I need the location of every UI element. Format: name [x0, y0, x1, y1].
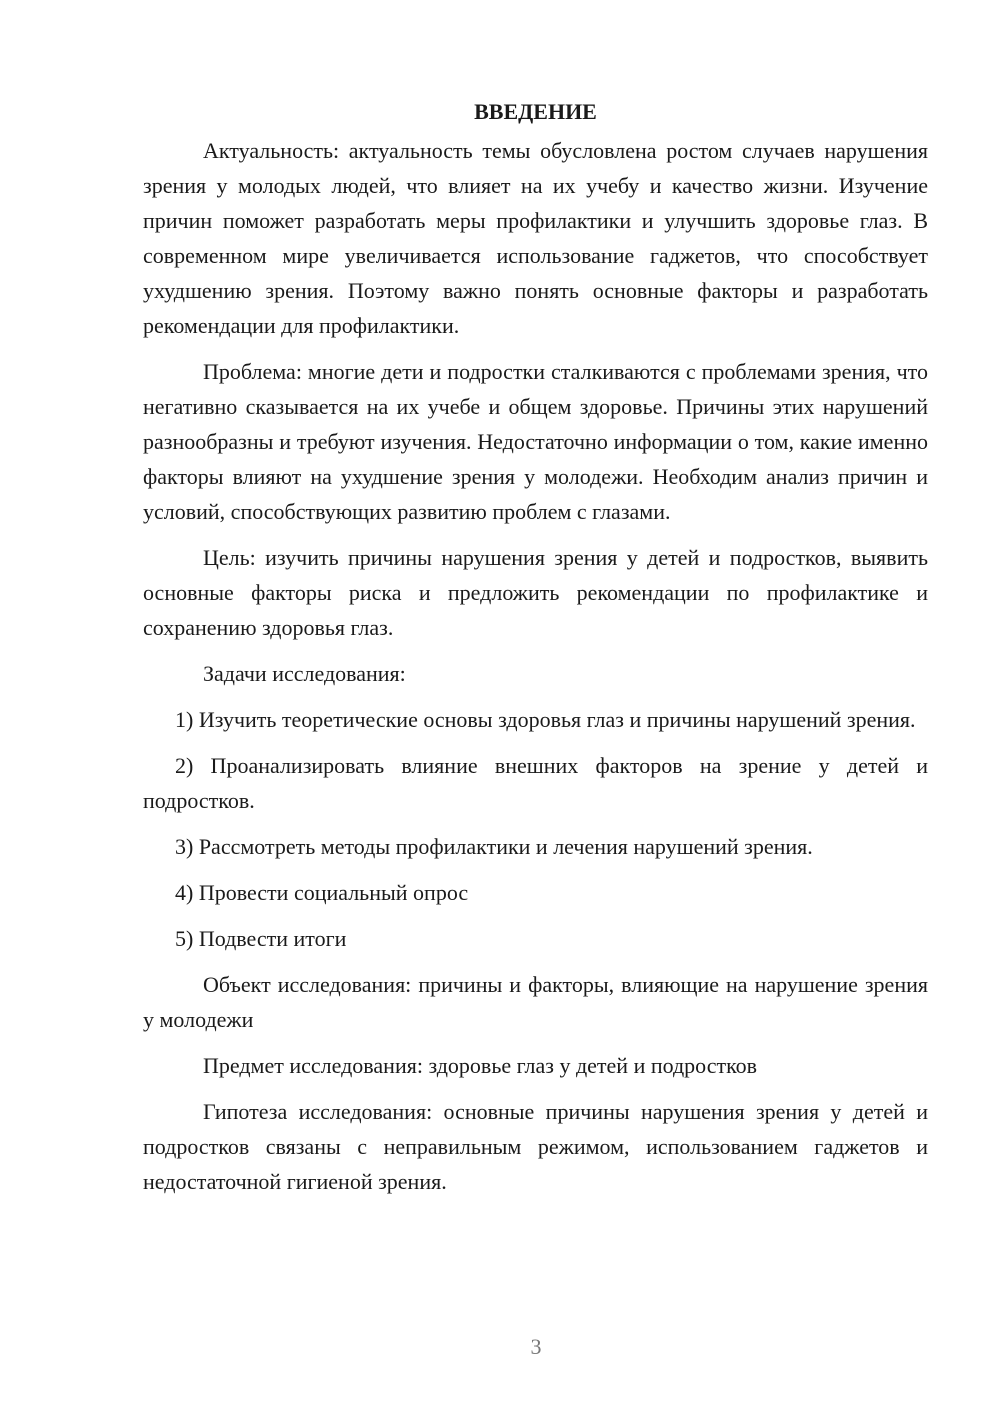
- hypothesis-paragraph: Гипотеза исследования: основные причины нарушения зрения у детей и подростков связаны с неправильным режимом, использованием гаджетов и недостаточной гигиеной зрения.: [143, 1099, 928, 1194]
- tasks-heading: Задачи исследования:: [203, 661, 406, 686]
- task-item-2: 2) Проанализировать влияние внешних факторов на зрение у детей и подростков.: [143, 753, 928, 813]
- page-content: [143, 94, 928, 1210]
- research-object-paragraph: Объект исследования: причины и факторы, влияющие на нарушение зрения у молодежи: [143, 972, 928, 1032]
- problem-paragraph: Проблема: многие дети и подростки сталкиваются с проблемами зрения, что негативно сказывается на их учебе и общем здоровье. Причины этих нарушений разнообразны и требуют изучения. Недостаточно информации о том, какие именно факторы влияют на ухудшение зрения у молодежи. Необходим анализ причин и условий, способствующих развитию проблем с глазами.: [143, 359, 928, 524]
- task-item-5: 5) Подвести итоги: [175, 926, 347, 951]
- task-item-4: 4) Провести социальный опрос: [175, 880, 469, 905]
- task-item-3: 3) Рассмотреть методы профилактики и лечения нарушений зрения.: [175, 834, 813, 859]
- relevance-paragraph: Актуальность: актуальность темы обусловлена ростом случаев нарушения зрения у молодых людей, что влияет на их учебу и качество жизни. Изучение причин поможет разработать меры профилактики и улучшить здоровье глаз. В современном мире увеличивается использование гаджетов, что способствует ухудшению зрения. Поэтому важно понять основные факторы и разработать рекомендации для профилактики.: [143, 138, 928, 338]
- research-subject-paragraph: Предмет исследования: здоровье глаз у детей и подростков: [203, 1053, 758, 1078]
- section-title: ВВЕДЕНИЕ: [474, 99, 597, 124]
- goal-paragraph: Цель: изучить причины нарушения зрения у детей и подростков, выявить основные факторы риска и предложить рекомендации по профилактике и сохранению здоровья глаз.: [143, 545, 928, 640]
- page-number: 3: [530, 1334, 542, 1359]
- task-item-1: 1) Изучить теоретические основы здоровья глаз и причины нарушений зрения.: [175, 707, 916, 732]
